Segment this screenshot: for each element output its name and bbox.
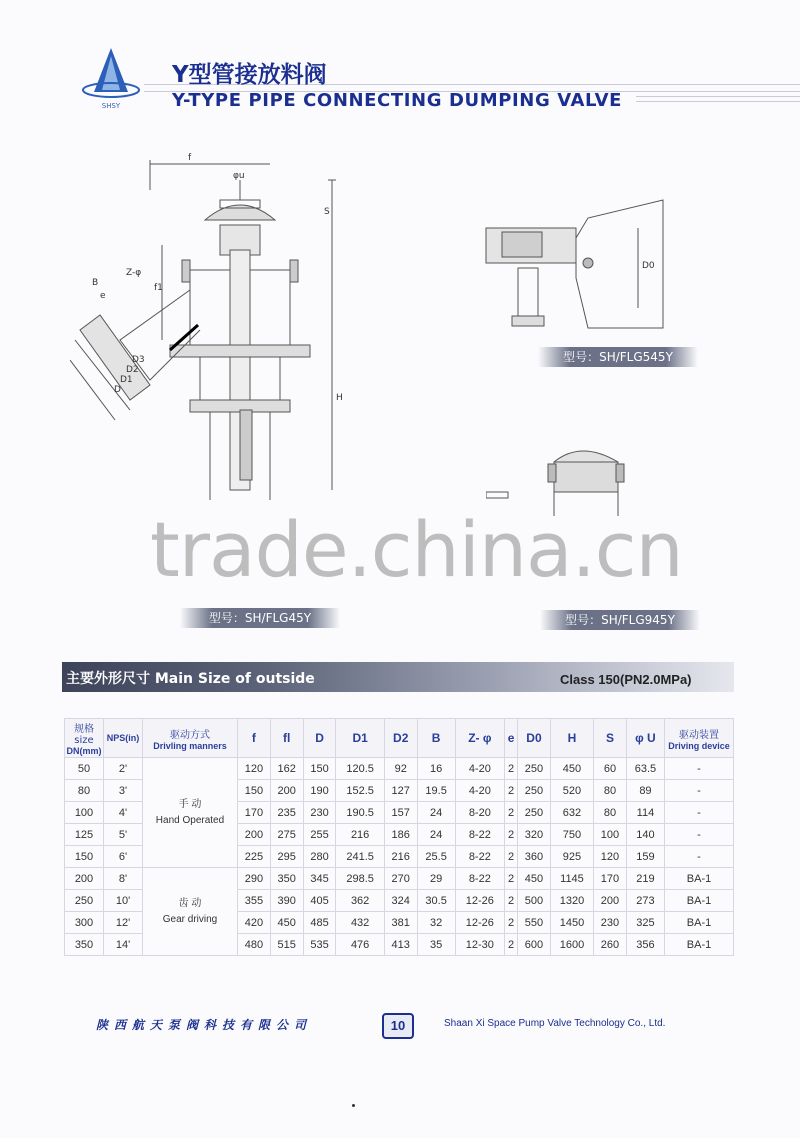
table-cell: 63.5 bbox=[626, 758, 664, 780]
table-cell: 1145 bbox=[550, 868, 593, 890]
table-cell: 159 bbox=[626, 846, 664, 868]
page-title-cn: Y型管接放料阀 bbox=[172, 62, 327, 88]
table-cell: 362 bbox=[336, 890, 384, 912]
table-cell: 60 bbox=[594, 758, 627, 780]
table-cell: 10' bbox=[104, 890, 143, 912]
table-cell: 8' bbox=[104, 868, 143, 890]
table-cell: 476 bbox=[336, 934, 384, 956]
svg-text:SHSY: SHSY bbox=[101, 102, 121, 110]
table-cell: 8-22 bbox=[455, 868, 504, 890]
table-cell: 2 bbox=[505, 912, 518, 934]
header-d1: D1 bbox=[336, 719, 384, 758]
table-cell: 35 bbox=[417, 934, 455, 956]
table-cell: 157 bbox=[384, 802, 417, 824]
table-cell: 450 bbox=[550, 758, 593, 780]
header-d: D bbox=[303, 719, 336, 758]
dim-label-phi-u: φu bbox=[233, 171, 245, 181]
dim-label-f: f bbox=[188, 153, 192, 163]
table-cell: 8-22 bbox=[455, 824, 504, 846]
footer-company-en: Shaan Xi Space Pump Valve Technology Co., Ltd. bbox=[444, 1018, 666, 1029]
table-cell: 8-22 bbox=[455, 846, 504, 868]
table-cell: 2' bbox=[104, 758, 143, 780]
table-cell: 127 bbox=[384, 780, 417, 802]
header-phi-u: φ U bbox=[626, 719, 664, 758]
table-cell: 600 bbox=[518, 934, 551, 956]
page-title-en: Y-TYPE PIPE CONNECTING DUMPING VALVE bbox=[172, 90, 623, 111]
table-cell: 1320 bbox=[550, 890, 593, 912]
table-cell: 29 bbox=[417, 868, 455, 890]
gear-actuator-drawing bbox=[486, 436, 656, 516]
table-cell: 925 bbox=[550, 846, 593, 868]
table-cell: 500 bbox=[518, 890, 551, 912]
header-device: 驱动装置 Driving device bbox=[665, 719, 734, 758]
table-cell: 405 bbox=[303, 890, 336, 912]
table-cell: 150 bbox=[303, 758, 336, 780]
drive-manner-en: Hand Operated bbox=[155, 814, 225, 826]
table-cell: 24 bbox=[417, 802, 455, 824]
table-cell: 152.5 bbox=[336, 780, 384, 802]
table-cell: 50 bbox=[65, 758, 104, 780]
table-cell: 255 bbox=[303, 824, 336, 846]
table-cell: 300 bbox=[65, 912, 104, 934]
table-row bbox=[65, 758, 734, 780]
table-cell: 230 bbox=[594, 912, 627, 934]
table-cell: 320 bbox=[518, 824, 551, 846]
table-cell: BA-1 bbox=[665, 934, 734, 956]
table-cell: 480 bbox=[238, 934, 271, 956]
table-cell: 186 bbox=[384, 824, 417, 846]
table-cell: 345 bbox=[303, 868, 336, 890]
table-cell: 632 bbox=[550, 802, 593, 824]
table-cell: - bbox=[665, 824, 734, 846]
table-cell: 485 bbox=[303, 912, 336, 934]
electric-actuator-drawing bbox=[478, 188, 678, 338]
section-title: 主要外形尺寸 Main Size of outside bbox=[66, 671, 315, 687]
table-header-row bbox=[65, 719, 734, 758]
table-cell: BA-1 bbox=[665, 912, 734, 934]
header-s: S bbox=[594, 719, 627, 758]
table-cell: 290 bbox=[238, 868, 271, 890]
page-number: 10 bbox=[382, 1013, 414, 1039]
table-cell: 120 bbox=[594, 846, 627, 868]
table-cell: 298.5 bbox=[336, 868, 384, 890]
table-cell: 4-20 bbox=[455, 758, 504, 780]
dim-label-d0: D0 bbox=[642, 261, 655, 271]
table-cell: 100 bbox=[594, 824, 627, 846]
table-cell: 114 bbox=[626, 802, 664, 824]
table-cell: 350 bbox=[270, 868, 303, 890]
table-cell: 200 bbox=[270, 780, 303, 802]
table-cell: 360 bbox=[518, 846, 551, 868]
table-cell: 324 bbox=[384, 890, 417, 912]
table-cell: 390 bbox=[270, 890, 303, 912]
table-cell: 1600 bbox=[550, 934, 593, 956]
table-cell: 32 bbox=[417, 912, 455, 934]
header-d0: D0 bbox=[518, 719, 551, 758]
table-cell: 150 bbox=[238, 780, 271, 802]
table-cell: 200 bbox=[65, 868, 104, 890]
table-cell: 273 bbox=[626, 890, 664, 912]
table-cell: 2 bbox=[505, 846, 518, 868]
company-logo-icon bbox=[80, 46, 142, 112]
table-cell: 6' bbox=[104, 846, 143, 868]
header-b: B bbox=[417, 719, 455, 758]
dim-label-z-phi: Z-φ bbox=[126, 268, 142, 278]
header-z-phi: Z- φ bbox=[455, 719, 504, 758]
dim-label-b: B bbox=[92, 278, 99, 288]
dim-label-d: D bbox=[114, 385, 121, 395]
table-cell: 16 bbox=[417, 758, 455, 780]
dim-label-e: e bbox=[100, 291, 106, 301]
dim-label-d3: D3 bbox=[132, 355, 145, 365]
table-cell: 125 bbox=[65, 824, 104, 846]
header-manner: 驱动方式 Drivling manners bbox=[143, 719, 238, 758]
table-cell: 2 bbox=[505, 934, 518, 956]
table-cell: - bbox=[665, 758, 734, 780]
scan-dot bbox=[352, 1104, 355, 1107]
model-label-gear: 型号：SH/FLG945Y bbox=[540, 610, 700, 630]
valve-section-drawing bbox=[70, 150, 360, 510]
header-dn: 规格size DN(mm) bbox=[65, 719, 104, 758]
table-cell: 12-26 bbox=[455, 912, 504, 934]
table-cell: 250 bbox=[518, 780, 551, 802]
table-cell: 216 bbox=[384, 846, 417, 868]
table-cell: 270 bbox=[384, 868, 417, 890]
table-cell: 450 bbox=[518, 868, 551, 890]
table-cell: 12' bbox=[104, 912, 143, 934]
table-cell: 30.5 bbox=[417, 890, 455, 912]
table-cell: 170 bbox=[594, 868, 627, 890]
header-nps: NPS(in) bbox=[104, 719, 143, 758]
drive-manner-cell bbox=[143, 868, 238, 956]
table-cell: 350 bbox=[65, 934, 104, 956]
table-cell: 241.5 bbox=[336, 846, 384, 868]
table-cell: 520 bbox=[550, 780, 593, 802]
table-cell: 250 bbox=[518, 758, 551, 780]
table-cell: 162 bbox=[270, 758, 303, 780]
dim-label-f1: f1 bbox=[154, 283, 163, 293]
table-cell: 170 bbox=[238, 802, 271, 824]
model-label-main: 型号：SH/FLG45Y bbox=[180, 608, 340, 628]
table-cell: 80 bbox=[594, 802, 627, 824]
dimension-table bbox=[64, 718, 734, 956]
table-cell: 275 bbox=[270, 824, 303, 846]
table-row bbox=[65, 868, 734, 890]
header-f1: fl bbox=[270, 719, 303, 758]
table-cell: 2 bbox=[505, 758, 518, 780]
table-cell: BA-1 bbox=[665, 890, 734, 912]
table-cell: 355 bbox=[238, 890, 271, 912]
table-cell: 2 bbox=[505, 824, 518, 846]
table-cell: 225 bbox=[238, 846, 271, 868]
table-cell: 100 bbox=[65, 802, 104, 824]
table-body bbox=[65, 758, 734, 956]
table-cell: 150 bbox=[65, 846, 104, 868]
table-cell: 250 bbox=[518, 802, 551, 824]
table-cell: 89 bbox=[626, 780, 664, 802]
table-cell: 280 bbox=[303, 846, 336, 868]
table-cell: 190 bbox=[303, 780, 336, 802]
table-cell: 19.5 bbox=[417, 780, 455, 802]
dim-label-d2: D2 bbox=[126, 365, 139, 375]
table-cell: 2 bbox=[505, 890, 518, 912]
table-cell: - bbox=[665, 846, 734, 868]
table-cell: 420 bbox=[238, 912, 271, 934]
drive-manner-en: Gear driving bbox=[162, 913, 218, 925]
header-h: H bbox=[550, 719, 593, 758]
table-cell: 200 bbox=[594, 890, 627, 912]
drive-manner-cell bbox=[143, 758, 238, 868]
table-cell: 200 bbox=[238, 824, 271, 846]
table-cell: 450 bbox=[270, 912, 303, 934]
table-cell: 260 bbox=[594, 934, 627, 956]
table-cell: 230 bbox=[303, 802, 336, 824]
dim-label-h: H bbox=[336, 393, 343, 403]
model-label-electric: 型号：SH/FLG545Y bbox=[538, 347, 698, 367]
drive-manner-cn: 齿 动 bbox=[178, 897, 202, 909]
table-cell: 92 bbox=[384, 758, 417, 780]
table-cell: 4-20 bbox=[455, 780, 504, 802]
table-cell: 515 bbox=[270, 934, 303, 956]
table-cell: 80 bbox=[594, 780, 627, 802]
table-cell: 2 bbox=[505, 802, 518, 824]
table-cell: 5' bbox=[104, 824, 143, 846]
table-cell: 8-20 bbox=[455, 802, 504, 824]
table-cell: 190.5 bbox=[336, 802, 384, 824]
table-cell: 140 bbox=[626, 824, 664, 846]
table-cell: 120.5 bbox=[336, 758, 384, 780]
table-cell: 3' bbox=[104, 780, 143, 802]
footer-company-cn: 陕西航天泵阀科技有限公司 bbox=[96, 1018, 313, 1032]
table-cell: 432 bbox=[336, 912, 384, 934]
table-cell: 80 bbox=[65, 780, 104, 802]
header-f: f bbox=[238, 719, 271, 758]
table-cell: 4' bbox=[104, 802, 143, 824]
dim-label-d1: D1 bbox=[120, 375, 133, 385]
table-cell: 14' bbox=[104, 934, 143, 956]
table-cell: BA-1 bbox=[665, 868, 734, 890]
table-cell: 535 bbox=[303, 934, 336, 956]
drive-manner-cn: 手 动 bbox=[178, 798, 202, 810]
table-cell: 750 bbox=[550, 824, 593, 846]
header-rule-secondary bbox=[636, 96, 800, 102]
header-d2: D2 bbox=[384, 719, 417, 758]
table-cell: 2 bbox=[505, 780, 518, 802]
table-cell: - bbox=[665, 780, 734, 802]
table-cell: 24 bbox=[417, 824, 455, 846]
table-cell: 120 bbox=[238, 758, 271, 780]
table-cell: 325 bbox=[626, 912, 664, 934]
table-cell: 216 bbox=[336, 824, 384, 846]
table-cell: 356 bbox=[626, 934, 664, 956]
table-cell: - bbox=[665, 802, 734, 824]
watermark: trade.china.cn bbox=[150, 505, 683, 594]
table-cell: 413 bbox=[384, 934, 417, 956]
table-cell: 550 bbox=[518, 912, 551, 934]
table-cell: 25.5 bbox=[417, 846, 455, 868]
dim-label-s: S bbox=[324, 207, 330, 217]
table-cell: 381 bbox=[384, 912, 417, 934]
table-cell: 2 bbox=[505, 868, 518, 890]
pressure-class: Class 150(PN2.0MPa) bbox=[560, 672, 692, 687]
table-cell: 235 bbox=[270, 802, 303, 824]
table-cell: 295 bbox=[270, 846, 303, 868]
table-cell: 250 bbox=[65, 890, 104, 912]
table-cell: 219 bbox=[626, 868, 664, 890]
table-cell: 12-30 bbox=[455, 934, 504, 956]
header-e: e bbox=[505, 719, 518, 758]
table-cell: 1450 bbox=[550, 912, 593, 934]
table-cell: 12-26 bbox=[455, 890, 504, 912]
